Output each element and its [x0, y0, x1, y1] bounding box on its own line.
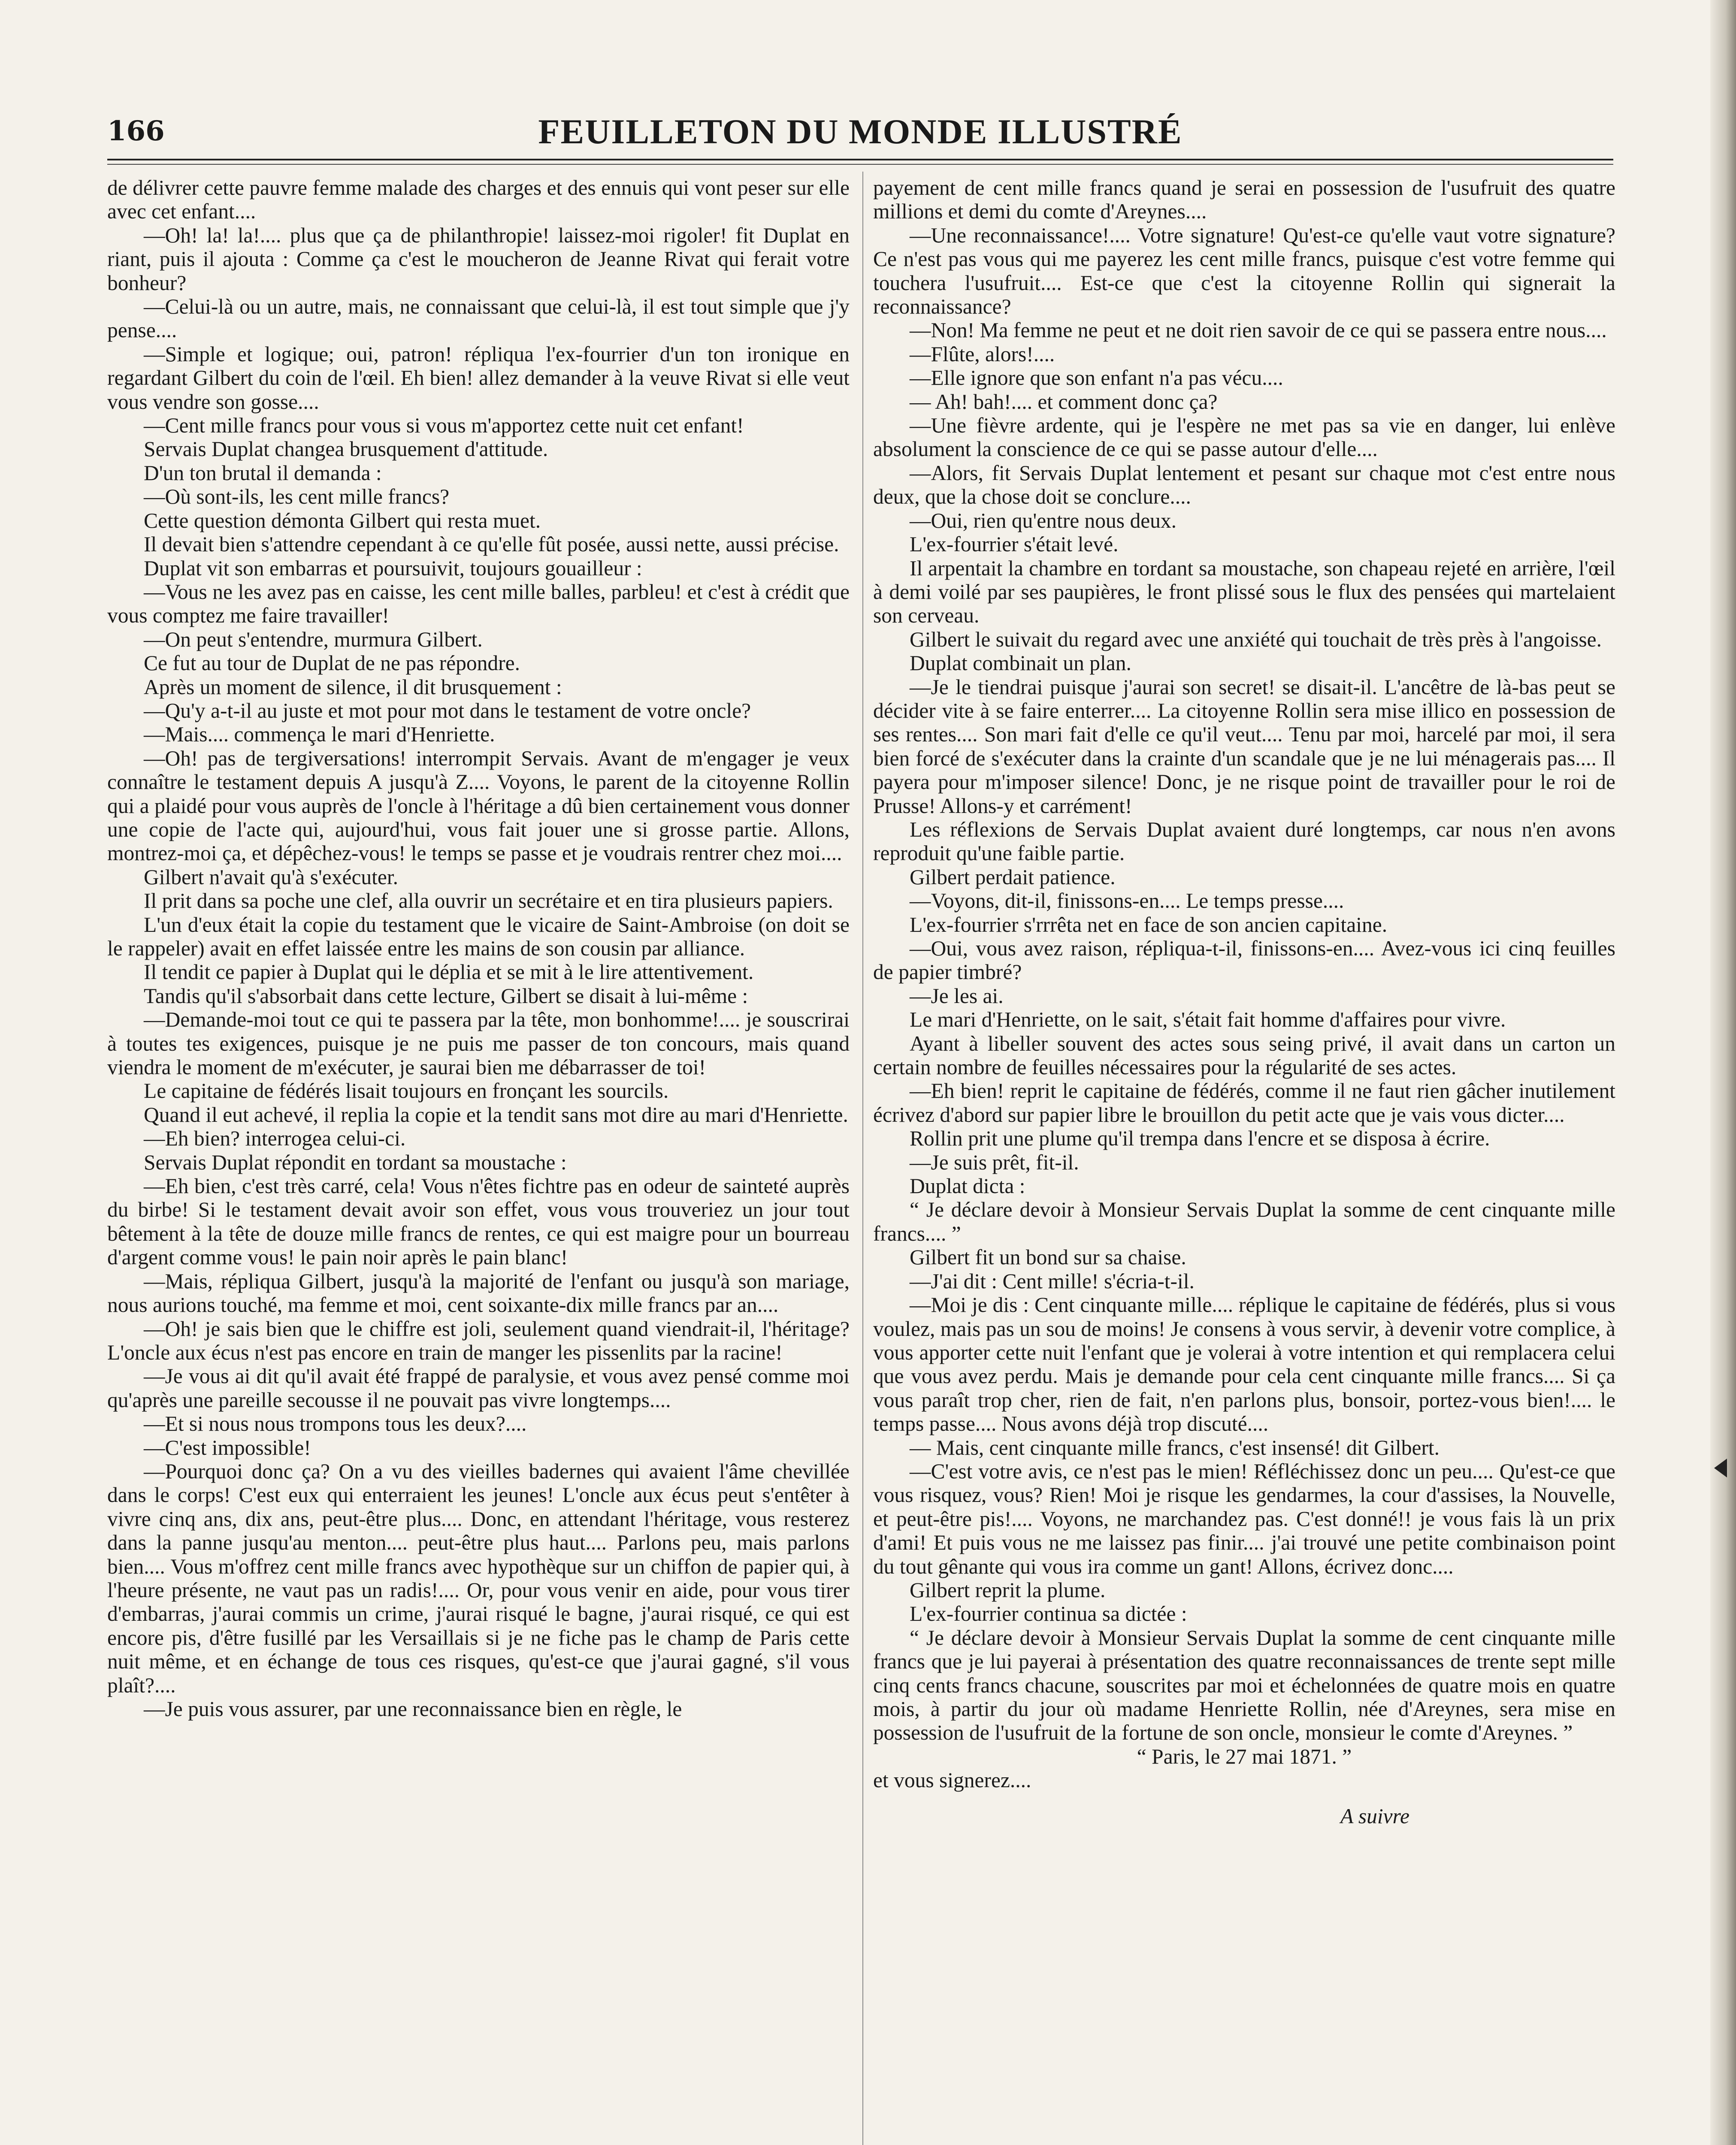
paragraph: Servais Duplat répondit en tordant sa moustache : — [144, 1150, 567, 1174]
paragraph: —Je le tiendrai puisque j'aurai son secret! se disait-il. L'ancêtre de là-bas peut se décider vite à se faire enterrer.... La citoyenne Rollin sera mise illico en possession de ses rentes.... Son mari fait d'elle ce qu'il veut.... Tenu par moi, harcelé par moi, il sera bien forcé de s'exécuter dans la crainte d'un scandale que je ne lui ménagerais pas.... Il payera pour m'imposer silence! Donc, je ne risque point de travailler pour le roi de Prusse! Allons-y et carrément! — [873, 675, 1615, 818]
paragraph: —Voyons, dit-il, finissons-en.... Le temps presse.... — [910, 889, 1344, 913]
paragraph: Il tendit ce papier à Duplat qui le déplia et se mit à le lire attentivement. — [144, 960, 754, 984]
paragraph: Le capitaine de fédérés lisait toujours en fronçant les sourcils. — [144, 1079, 669, 1103]
paragraph: —Flûte, alors!.... — [910, 342, 1055, 366]
paragraph: —Oh! je sais bien que le chiffre est joli, seulement quand viendrait-il, l'héritage? L'oncle aux écus n'est pas encore en train de manger les pissenlits par la racine! — [107, 1317, 850, 1364]
paragraph: —Alors, fit Servais Duplat lentement et pesant sur chaque mot c'est entre nous deux, que la chose doit se conclure.... — [873, 461, 1615, 509]
paragraph: —Qu'y a-t-il au juste et mot pour mot dans le testament de votre oncle? — [144, 698, 751, 722]
paragraph: —Une fièvre ardente, qui je l'espère ne met pas sa vie en danger, lui enlève absolument la conscience de ce qui se passe autour d'elle.... — [873, 414, 1615, 461]
paragraph: L'un d'eux était la copie du testament que le vicaire de Saint-Ambroise (on doit se le rappeler) avait en effet laissée entre les mains de son cousin par alliance. — [107, 912, 850, 960]
paragraph: Il prit dans sa poche une clef, alla ouvrir un secrétaire et en tira plusieurs papiers. — [144, 889, 833, 913]
header-rule-thin — [107, 164, 1613, 165]
paragraph: Tandis qu'il s'absorbait dans cette lecture, Gilbert se disait à lui-même : — [144, 984, 748, 1008]
column-divider — [862, 172, 863, 2145]
paragraph: Gilbert le suivait du regard avec une anxiété qui touchait de très près à l'angoisse. — [910, 627, 1602, 651]
paragraph: Gilbert fit un bond sur sa chaise. — [910, 1245, 1186, 1269]
paragraph: —Eh bien? interrogea celui-ci. — [144, 1127, 406, 1151]
page-header — [107, 107, 1613, 159]
paragraph: —On peut s'entendre, murmura Gilbert. — [144, 627, 483, 651]
paragraph: L'ex-fourrier s'était levé. — [910, 532, 1119, 556]
paragraph: —Je puis vous assurer, par une reconnaissance bien en règle, le — [144, 1697, 682, 1721]
paragraph: Duplat vit son embarras et poursuivit, toujours gouailleur : — [144, 556, 642, 580]
paragraph: Après un moment de silence, il dit brusquement : — [144, 675, 562, 699]
paragraph: Gilbert n'avait qu'à s'exécuter. — [144, 865, 399, 889]
paragraph: Rollin prit une plume qu'il trempa dans l'encre et se disposa à écrire. — [910, 1127, 1490, 1151]
paragraph: Le mari d'Henriette, on le sait, s'était fait homme d'affaires pour vivre. — [910, 1008, 1506, 1032]
running-title: FEUILLETON DU MONDE ILLUSTRÉ — [538, 112, 1183, 151]
paragraph: Les réflexions de Servais Duplat avaient duré longtemps, car nous n'en avons reproduit qu'une faible partie. — [873, 817, 1615, 865]
paragraph: —C'est votre avis, ce n'est pas le mien! Réfléchissez donc un peu.... Qu'est-ce que vous risquez, vous? Rien! Moi je risque les gendarmes, la cour d'assises, la Nouvelle, et peut-être pis!.... Voyons, ne marchandez pas. C'est donné!! je vous fais là un prix d'ami! Et puis vous ne me laissez pas finir.... j'ai trouvé une petite combinaison point du tout gênante qui vous ira comme un gant! Allons, écrivez donc.... — [873, 1459, 1615, 1578]
paragraph: —Une reconnaissance!.... Votre signature! Qu'est-ce qu'elle vaut votre signature? Ce n'est pas vous qui me payerez les cent mille francs, puisque c'est votre femme qui touchera l'usufruit.... Est-ce que c'est la citoyenne Rollin qui signerait la reconnaissance? — [873, 223, 1615, 319]
paragraph: Ayant à libeller souvent des actes sous seing privé, il avait dans un carton un certain nombre de feuilles nécessaires pour la régularité de ses actes. — [873, 1031, 1615, 1079]
paragraph: Gilbert perdait patience. — [910, 865, 1116, 889]
paragraph: L'ex-fourrier s'rrrêta net en face de son ancien capitaine. — [910, 912, 1388, 937]
paragraph: —Je suis prêt, fit-il. — [910, 1150, 1079, 1174]
paragraph: —Oh! pas de tergiversations! interrompit Servais. Avant de m'engager je veux connaître le testament depuis A jusqu'à Z.... Voyons, le parent de la citoyenne Rollin qui a plaidé pour vous auprès de l'oncle à l'héritage a dû bien certainement vous donner une copie de l'acte qui, aujourd'hui, vous fait jouer une si grosse partie. Allons, montrez-moi ça, et dépêchez-vous! le temps se passe et je voudrais rentrer chez moi.... — [107, 746, 850, 865]
left-column — [107, 176, 850, 2145]
paragraph: D'un ton brutal il demanda : — [144, 461, 382, 485]
paragraph: “ Je déclare devoir à Monsieur Servais Duplat la somme de cent cinquante mille francs.... ” — [873, 1198, 1615, 1245]
right-column — [873, 176, 1615, 2145]
page-number: 166 — [107, 115, 165, 147]
paragraph: —Celui-là ou un autre, mais, ne connaissant que celui-là, il est tout simple que j'y pense.... — [107, 295, 850, 342]
paragraph: Ce fut au tour de Duplat de ne pas répondre. — [144, 651, 520, 675]
paragraph: —Oui, rien qu'entre nous deux. — [910, 508, 1177, 532]
paragraph: —Cent mille francs pour vous si vous m'apportez cette nuit cet enfant! — [144, 414, 744, 438]
paragraph: —Mais, répliqua Gilbert, jusqu'à la majorité de l'enfant ou jusqu'à son mariage, nous aurions touché, ma femme et moi, cent soixante-dix mille francs par an.... — [107, 1269, 850, 1317]
paragraph: Il arpentait la chambre en tordant sa moustache, son chapeau rejeté en arrière, l'œil à demi voilé par ses paupières, le front plissé sous le flux des pensées qui martelaient son cerveau. — [873, 556, 1615, 628]
paragraph: —Je les ai. — [910, 984, 1004, 1008]
paragraph: payement de cent mille francs quand je serai en possession de l'usufruit des quatre millions et demi du comte d'Areynes.... — [873, 176, 1615, 224]
paragraph: —Eh bien, c'est très carré, cela! Vous n'êtes fichtre pas en odeur de sainteté auprès du birbe! Si le testament devait avoir son effet, vous vous trouveriez un jour tout bêtement à la tête de douze mille francs de rentes, ce qui est maigre pour un bourreau d'argent comme vous! le pain noir après le pain blanc! — [107, 1174, 850, 1269]
paragraph: —Elle ignore que son enfant n'a pas vécu.... — [910, 366, 1283, 390]
paragraph: — Mais, cent cinquante mille francs, c'est insensé! dit Gilbert. — [910, 1435, 1440, 1459]
paragraph: —Mais.... commença le mari d'Henriette. — [144, 722, 495, 746]
paragraph: Servais Duplat changea brusquement d'attitude. — [144, 437, 548, 461]
paragraph: —Moi je dis : Cent cinquante mille.... réplique le capitaine de fédérés, plus si vous voulez, mais pas un sou de moins! Je consens à vous servir, à devenir votre complice, à vous apporter cette nuit l'enfant que je volerai à votre intention et qui remplacera celui que vous avez perdu. Mais je demande pour cela cent cinquante mille francs.... Si ça vous paraît trop cher, rien de fait, n'en parlons plus, bonsoir, portez-vous bien!.... le temps passe.... Nous avons déjà trop discuté.... — [873, 1293, 1615, 1436]
paragraph: Il devait bien s'attendre cependant à ce qu'elle fût posée, aussi nette, aussi précise. — [144, 532, 839, 556]
paragraph: Duplat combinait un plan. — [910, 651, 1131, 675]
paragraph: —Oh! la! la!.... plus que ça de philanthropie! laissez-moi rigoler! fit Duplat en riant, puis il ajouta : Comme ça c'est le moucheron de Jeanne Rivat qui ferait votre bonheur? — [107, 223, 850, 295]
paragraph: et vous signerez.... — [873, 1768, 1031, 1792]
paragraph: —Vous ne les avez pas en caisse, les cent mille balles, parbleu! et c'est à crédit que vous comptez me faire travailler! — [107, 580, 850, 628]
header-rule — [107, 159, 1613, 160]
paragraph: Gilbert reprit la plume. — [910, 1578, 1106, 1602]
paragraph: —Et si nous nous trompons tous les deux?.... — [144, 1412, 527, 1436]
paragraph: “ Je déclare devoir à Monsieur Servais Duplat la somme de cent cinquante mille francs que je lui payerai à présentation des quatre reconnaissances de trente sept mille cinq cents francs chacune, souscrites par moi et échelonnées de quatre mois en quatre mois, à partir du jour où madame Henriette Rollin, née d'Areynes, sera mise en possession de l'usufruit de la fortune de son oncle, monsieur le comte d'Areynes. ” — [873, 1625, 1615, 1745]
page-binding-edge — [1710, 0, 1736, 2145]
to-be-continued: A suivre — [1340, 1804, 1409, 1828]
paragraph: —C'est impossible! — [144, 1435, 311, 1459]
paragraph: Cette question démonta Gilbert qui resta muet. — [144, 508, 541, 532]
paragraph: —Oui, vous avez raison, répliqua-t-il, finissons-en.... Avez-vous ici cinq feuilles de papier timbré? — [873, 937, 1615, 984]
paragraph: —Où sont-ils, les cent mille francs? — [144, 485, 450, 509]
paragraph: Quand il eut achevé, il replia la copie et la tendit sans mot dire au mari d'Henriette. — [144, 1103, 848, 1127]
paragraph: —Non! Ma femme ne peut et ne doit rien savoir de ce qui se passera entre nous.... — [910, 318, 1607, 342]
paragraph: —J'ai dit : Cent mille! s'écria-t-il. — [910, 1269, 1195, 1293]
paragraph: L'ex-fourrier continua sa dictée : — [910, 1602, 1187, 1626]
paragraph: —Eh bien! reprit le capitaine de fédérés, comme il ne faut rien gâcher inutilement écrivez d'abord sur papier libre le brouillon du petit acte que je vais vous dicter.... — [873, 1079, 1615, 1127]
binding-tab-mark — [1714, 1459, 1727, 1477]
paragraph: — Ah! bah!.... et comment donc ça? — [910, 390, 1218, 414]
paragraph: —Demande-moi tout ce qui te passera par la tête, mon bonhomme!.... je souscrirai à toutes tes exigences, puisque je ne puis me passer de ton concours, mais quand viendra le moment de m'exécuter, je saurai bien me débarrasser de toi! — [107, 1008, 850, 1079]
paragraph: —Je vous ai dit qu'il avait été frappé de paralysie, et vous avez pensé comme moi qu'après une pareille secousse il ne pouvait pas vivre longtemps.... — [107, 1364, 850, 1412]
paragraph: “ Paris, le 27 mai 1871. ” — [1137, 1744, 1352, 1768]
paragraph: de délivrer cette pauvre femme malade des charges et des ennuis qui vont peser sur elle avec cet enfant.... — [107, 176, 850, 224]
paragraph: Duplat dicta : — [910, 1174, 1025, 1198]
paragraph: —Pourquoi donc ça? On a vu des vieilles badernes qui avaient l'âme chevillée dans le corps! C'est eux qui enterraient les jeunes! L'oncle aux écus peut s'entêter à vivre cinq ans, dix ans, peut-être plus.... Donc, en attendant l'héritage, vous resterez dans la panne jusqu'au menton.... peut-être plus haut.... Parlons peu, mais parlons bien.... Vous m'offrez cent mille francs avec hypothèque sur un chiffon de papier qui, à l'heure présente, ne vaut pas un radis!.... Or, pour vous venir en aide, pour vous tirer d'embarras, j'aurai commis un crime, j'aurai risqué le bagne, j'aurai risqué, ce qui est encore pis, d'être fusillé par les Versaillais si je ne fiche pas le champ de Paris cette nuit même, et en échange de tous ces risques, qu'est-ce que j'aurai gagné, s'il vous plaît?.... — [107, 1459, 850, 1697]
paragraph: —Simple et logique; oui, patron! répliqua l'ex-fourrier d'un ton ironique en regardant Gilbert du coin de l'œil. Eh bien! allez demander à la veuve Rivat si elle veut vous vendre son gosse.... — [107, 342, 850, 414]
